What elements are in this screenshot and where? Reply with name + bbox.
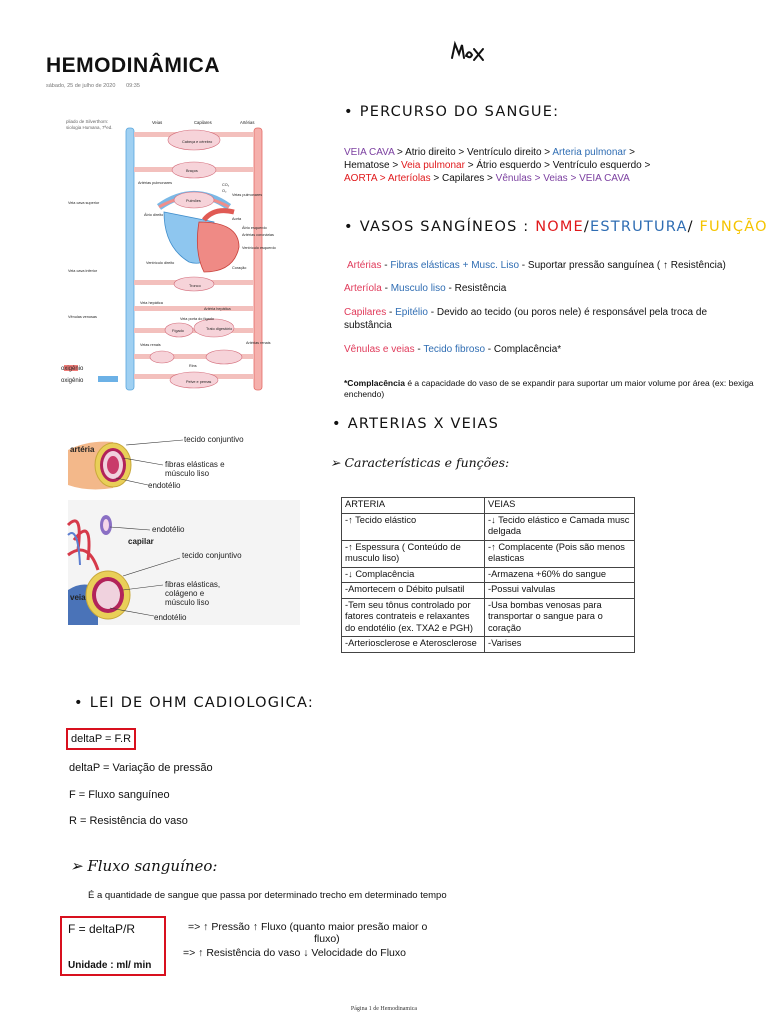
vaso-name: Arteríola (344, 283, 382, 294)
table-cell: -Armazena +60% do sangue (485, 567, 635, 583)
seg-atrio-esquerdo: > Átrio esquerdo > Ventrículo esquerdo > (464, 160, 651, 171)
note-text: é a capacidade do vaso de se expandir para suportar um maior volume por área (ex: bexiga enchendo) (344, 378, 754, 399)
fluxo-description: É a quantidade de sangue que passa por determinado trecho em determinado tempo (88, 890, 447, 901)
legend-label-1: oxigênio (61, 366, 84, 372)
ohm-formula-box: deltaP = F.R (66, 728, 136, 750)
label-veias-pulmonares: Veias pulmonares (232, 193, 263, 197)
vaso-sep: - (381, 283, 391, 294)
label-venulas-venosas: Vênulas venosas (68, 315, 97, 319)
legend-label-2: oxigênio (61, 378, 84, 384)
label-endotelio-1: endotélio (148, 481, 181, 490)
vaso-name: Vênulas e veias (344, 344, 415, 355)
label-arterias-pulmonares: Artérias pulmonares (138, 181, 172, 185)
figure-credit-2: siologia Humana, 7ªed. (66, 125, 113, 130)
seg-venulas: Vênulas > Veias > VEIA CAVA (495, 173, 630, 184)
vein-trunk (126, 128, 134, 390)
seg-arteria-pulmonar: Arteria pulmonar (552, 147, 627, 158)
vaso-func: Suportar pressão sanguínea ( ↑ Resistência) (527, 260, 726, 271)
table-cell: -Arteriosclerose e Aterosclerose (342, 637, 485, 653)
table-row (342, 540, 635, 567)
label-fibras-1: fibras elásticas e músculo liso (165, 460, 225, 478)
vasos-item-arteriola (344, 282, 754, 295)
label-co2: CO₂ (222, 183, 230, 187)
label-trato-digestorio: Trato digestório (206, 327, 233, 331)
table-cell: -Varises (485, 637, 635, 653)
fluxo-rule-1 (188, 921, 468, 945)
label-arterias-renais: Artérias renais (246, 341, 271, 345)
heading-lei-de-ohm: • LEI DE OHM CADIOLOGICA: (74, 695, 314, 711)
signature-drawing (450, 40, 492, 68)
page-date (46, 83, 140, 89)
vaso-sep: - (485, 344, 494, 355)
heading-vasos (344, 219, 768, 235)
table-header-row (342, 498, 635, 514)
fluxo-formula-box (60, 916, 166, 976)
label-atrio-esquerdo: Átrio esquerdo (242, 226, 267, 230)
label-figado: Fígado (172, 329, 184, 333)
label-aorta: Aorta (232, 217, 242, 221)
arterias-veias-table (341, 497, 635, 653)
label-veia-hepatica: Veia hepática (140, 301, 163, 305)
label-capilares: Capilares (194, 120, 212, 125)
vasos-heading-funcao: FUNÇÃO (699, 219, 768, 235)
page-title: HEMODINÂMICA (46, 54, 220, 77)
subheading-text: Características e funções: (344, 455, 510, 470)
fluxo-rule-1-text: => ↑ Pressão ↑ Fluxo (quanto maior presão maior o (188, 921, 428, 933)
label-tecido-conjuntivo-2: tecido conjuntivo (182, 551, 242, 560)
vessel-layers-diagram (68, 430, 300, 625)
table-cell: -↓ Tecido elástico e Camada musc delgada (485, 513, 635, 540)
label-coracao: Coração (232, 266, 247, 270)
table-cell: -↓ Complacência (342, 567, 485, 583)
table-row (342, 598, 635, 637)
label-atrio-direito: Átrio direito (144, 213, 164, 217)
label-fibras-2: fibras elásticas, colágeno e músculo liso (165, 580, 221, 607)
label-arterias: Artérias (240, 120, 255, 125)
label-endotelio-2: endotélio (152, 525, 185, 534)
vaso-sep: - (519, 260, 528, 271)
percurso-line-2 (344, 159, 754, 172)
table-cell: -Tem seu tônus controlado por fatores contrateis e relaxantes do endotélio (ex. TXA2 e PGH) (342, 598, 485, 637)
seg-atrio: > Atrio direito > Ventrículo direito > (394, 147, 553, 158)
vasos-item-venulas (344, 343, 754, 356)
table-cell: -Possui valvulas (485, 583, 635, 599)
label-o2: O₂ (222, 189, 227, 193)
ohm-def-deltap: deltaP = Variação de pressão (69, 762, 213, 774)
label-bracos: Braços (186, 169, 198, 173)
time-text: 09:35 (126, 83, 140, 89)
fluxo-formula: F = deltaP/R (68, 922, 136, 936)
label-endotelio-3: endotélio (154, 613, 187, 622)
seg-capilares: > Capilares > (430, 173, 496, 184)
vaso-sep: - (427, 307, 437, 318)
table-row (342, 583, 635, 599)
seg-hematose: Hematose > (344, 160, 401, 171)
artery-trunk (254, 128, 262, 390)
seg-veia-cava: VEIA CAVA (344, 147, 395, 158)
fluxo-rule-2: => ↑ Resistência do vaso ↓ Velocidade do Fluxo (183, 947, 406, 959)
vaso-sep: - (386, 307, 396, 318)
label-veias-renais: Veias renais (140, 343, 161, 347)
seg-arrow: > (626, 147, 635, 158)
table-cell: -Usa bombas venosas para transportar o sangue para o coração (485, 598, 635, 637)
vasos-item-arterias (347, 259, 757, 272)
table-cell: -↑ Tecido elástico (342, 513, 485, 540)
label-ventriculo-direito: Ventrículo direito (146, 261, 175, 265)
table-cell: -↑ Complacente (Pois são menos elasticas (485, 540, 635, 567)
label-pulmoes: Pulmões (186, 199, 201, 203)
vasos-heading-prefix: VASOS SANGÍNEOS : (359, 219, 536, 235)
complacencia-note (344, 378, 754, 400)
label-rins: Rins (189, 364, 197, 368)
page-footer: Página 1 de Hemodinamica (350, 1006, 418, 1012)
label-pelve: Pelve e pernas (186, 380, 212, 384)
percurso-text (344, 146, 754, 185)
table-header: VEIAS (485, 498, 635, 514)
vasos-heading-slash-1: / (583, 219, 591, 235)
label-veia-cava-inferior: Veia cava inferior (68, 269, 98, 273)
vaso-sep: - (445, 283, 455, 294)
label-veia-cava-superior: Veia cava superior (68, 201, 100, 205)
figure-credit-1: pliado de Silverthorn: (66, 119, 109, 124)
vasos-heading-slash-2: / (687, 219, 700, 235)
vasos-heading-nome: NOME (535, 219, 584, 235)
label-capilar: capilar (128, 537, 154, 546)
table-header: ARTERIA (342, 498, 485, 514)
label-arteria: artéria (70, 445, 95, 454)
percurso-line-1 (344, 146, 754, 159)
vaso-func: Devido ao tecido (ou poros nele) é responsável pela troca de substância (344, 307, 708, 331)
circulation-diagram (61, 112, 294, 392)
heading-percurso: • PERCURSO DO SANGUE: (344, 104, 559, 120)
label-veia-porta: Veia porta do fígado (180, 317, 214, 321)
vaso-struct: Fibras elásticas + Musc. Liso (390, 260, 520, 271)
ohm-def-f: F = Fluxo sanguíneo (69, 789, 170, 801)
heading-fluxo: ➢ Fluxo sanguíneo: (70, 857, 218, 875)
subheading-caracteristicas: ➢ Características e funções: (330, 455, 510, 470)
label-tecido-conjuntivo-1: tecido conjuntivo (184, 435, 244, 444)
vaso-func: Resistência (454, 283, 507, 294)
vaso-sep: - (381, 260, 391, 271)
label-cabeca: Cabeça e cérebro (182, 140, 213, 144)
percurso-line-3 (344, 172, 754, 185)
ohm-def-r: R = Resistência do vaso (69, 815, 188, 827)
label-tronco: Tronco (189, 284, 201, 288)
fluxo-rule-1-cont: fluxo) (314, 933, 340, 945)
vaso-sep: - (414, 344, 424, 355)
label-veia: veia (70, 593, 86, 602)
vaso-func: Complacência* (493, 344, 562, 355)
vasos-item-capilares (344, 306, 744, 332)
legend-oxygen-poor-swatch (98, 376, 118, 382)
label-arterias-coronarias: Artérias coronárias (242, 233, 274, 237)
vaso-struct: Tecido fibroso (423, 344, 486, 355)
date-text: sábado, 25 de julho de 2020 (46, 83, 116, 89)
seg-veia-pulmonar: Veia pulmonar (400, 160, 465, 171)
vaso-name: Artérias (347, 260, 382, 271)
fluxo-unit: Unidade : ml/ min (68, 960, 152, 971)
table-row (342, 513, 635, 540)
vaso-struct: Epitélio (395, 307, 428, 318)
table-row (342, 567, 635, 583)
table-row (342, 637, 635, 653)
note-bold: *Complacência (344, 378, 405, 388)
vasos-heading-estrutura: ESTRUTURA (590, 219, 688, 235)
heading-arterias-veias: • ARTERIAS X VEIAS (332, 416, 499, 432)
table-cell: -↑ Espessura ( Conteúdo de musculo liso) (342, 540, 485, 567)
vaso-name: Capilares (344, 307, 387, 318)
label-veias: Veias (152, 120, 163, 125)
label-ventriculo-esquerdo: Ventrículo esquerdo (242, 246, 276, 250)
label-arteria-hepatica: Artéria hepática (204, 307, 231, 311)
vaso-struct: Musculo liso (390, 283, 446, 294)
seg-aorta: AORTA > Arteríolas (344, 173, 431, 184)
fluxo-heading-text: Fluxo sanguíneo: (87, 857, 218, 875)
table-cell: -Amortecem o Débito pulsatil (342, 583, 485, 599)
